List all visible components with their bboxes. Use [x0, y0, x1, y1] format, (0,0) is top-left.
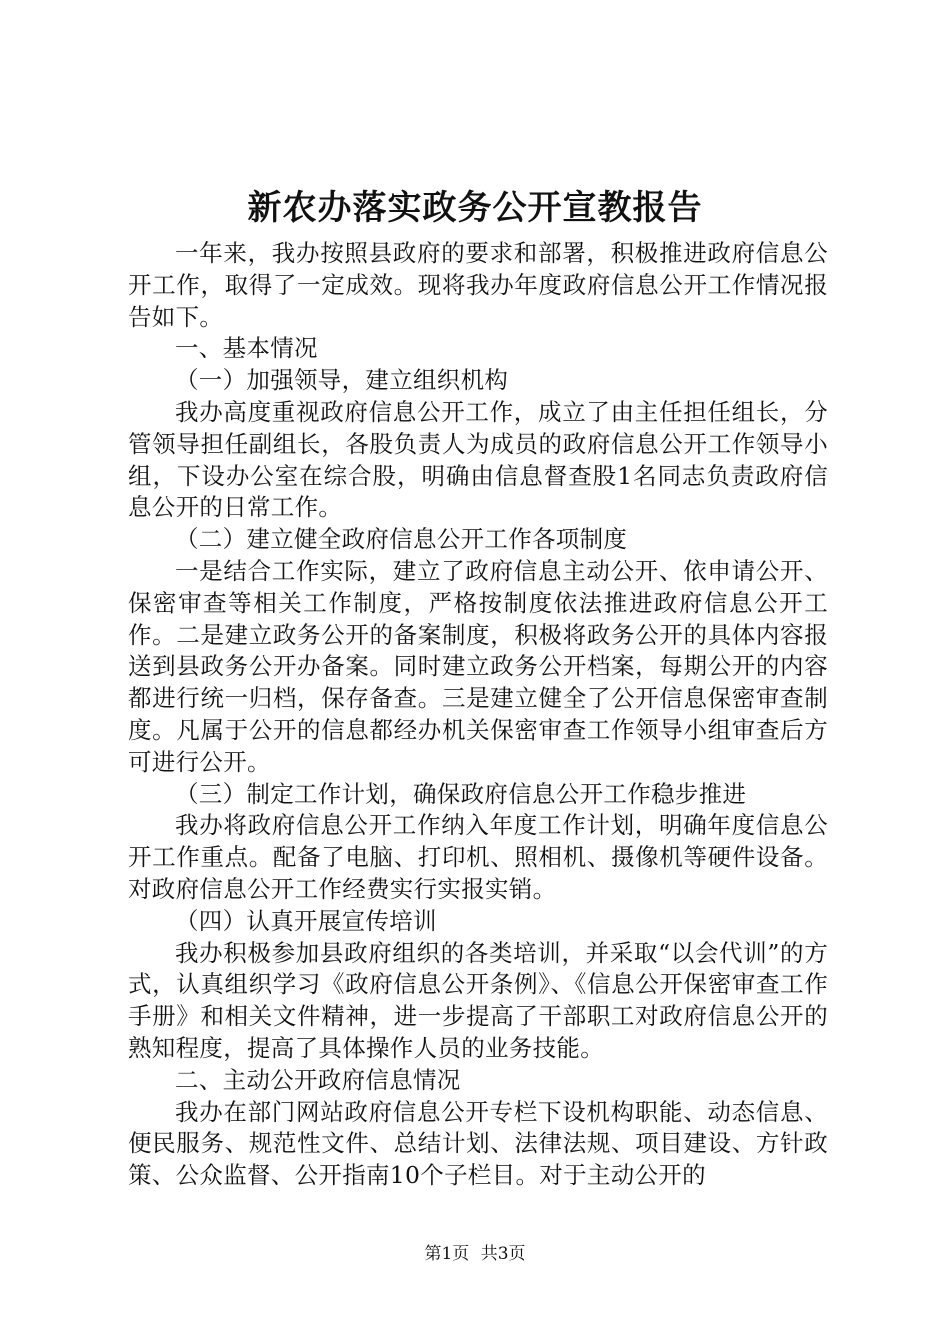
section-heading-disclosure: 二、主动公开政府信息情况: [175, 1065, 461, 1094]
document-title: 新农办落实政务公开宣教报告: [247, 188, 703, 228]
section-heading-basic: 一、基本情况: [175, 334, 318, 363]
document-body: [128, 238, 828, 1192]
paragraph-systems: 一是结合工作实际，建立了政府信息主动公开、依申请公开、保密审查等相关工作制度，严格按制度依法推进政府信息公开工作。二是建立政务公开的备案制度，积极将政务公开的具体内容报送到县政务公开办备案。同时建立政务公开档案，每期公开的内容都进行统一归档，保存备查。三是建立健全了公开信息保密审查制度。凡属于公开的信息都经办机关保密审查工作领导小组审查后方可进行公开。: [128, 556, 828, 776]
page-total: 共3页: [480, 1244, 526, 1264]
paragraph-disclosure: 我办在部门网站政府信息公开专栏下设机构职能、动态信息、便民服务、规范性文件、总结计划、法律法规、项目建设、方针政策、公众监督、公开指南10个子栏目。对于主动公开的: [128, 1097, 828, 1190]
page-number: 第1页: [424, 1244, 470, 1264]
subsection-heading-1: （一）加强领导，建立组织机构: [175, 366, 509, 395]
paragraph-organization: 我办高度重视政府信息公开工作，成立了由主任担任组长，分管领导担任副组长，各股负责人为成员的政府信息公开工作领导小组，下设办公室在综合股，明确由信息督查股1名同志负责政府信息公开的日常工作。: [128, 397, 828, 522]
paragraph-intro: 一年来，我办按照县政府的要求和部署，积极推进政府信息公开工作，取得了一定成效。现将我办年度政府信息公开工作情况报告如下。: [128, 239, 828, 331]
paragraph-plan: 我办将政府信息公开工作纳入年度工作计划，明确年度信息公开工作重点。配备了电脑、打印机、照相机、摄像机等硬件设备。对政府信息公开工作经费实行实报实销。: [128, 811, 828, 903]
subsection-heading-2: （二）建立健全政府信息公开工作各项制度: [175, 525, 628, 554]
subsection-heading-4: （四）认真开展宣传培训: [175, 906, 437, 935]
page-footer: [0, 1242, 950, 1266]
paragraph-training: 我办积极参加县政府组织的各类培训，并采取“以会代训”的方式，认真组织学习《政府信息公开条例》、《信息公开保密审查工作手册》和相关文件精神，进一步提高了干部职工对政府信息公开的熟知程度，提高了具体操作人员的业务技能。: [128, 938, 828, 1062]
subsection-heading-3: （三）制定工作计划，确保政府信息公开工作稳步推进: [175, 779, 747, 808]
